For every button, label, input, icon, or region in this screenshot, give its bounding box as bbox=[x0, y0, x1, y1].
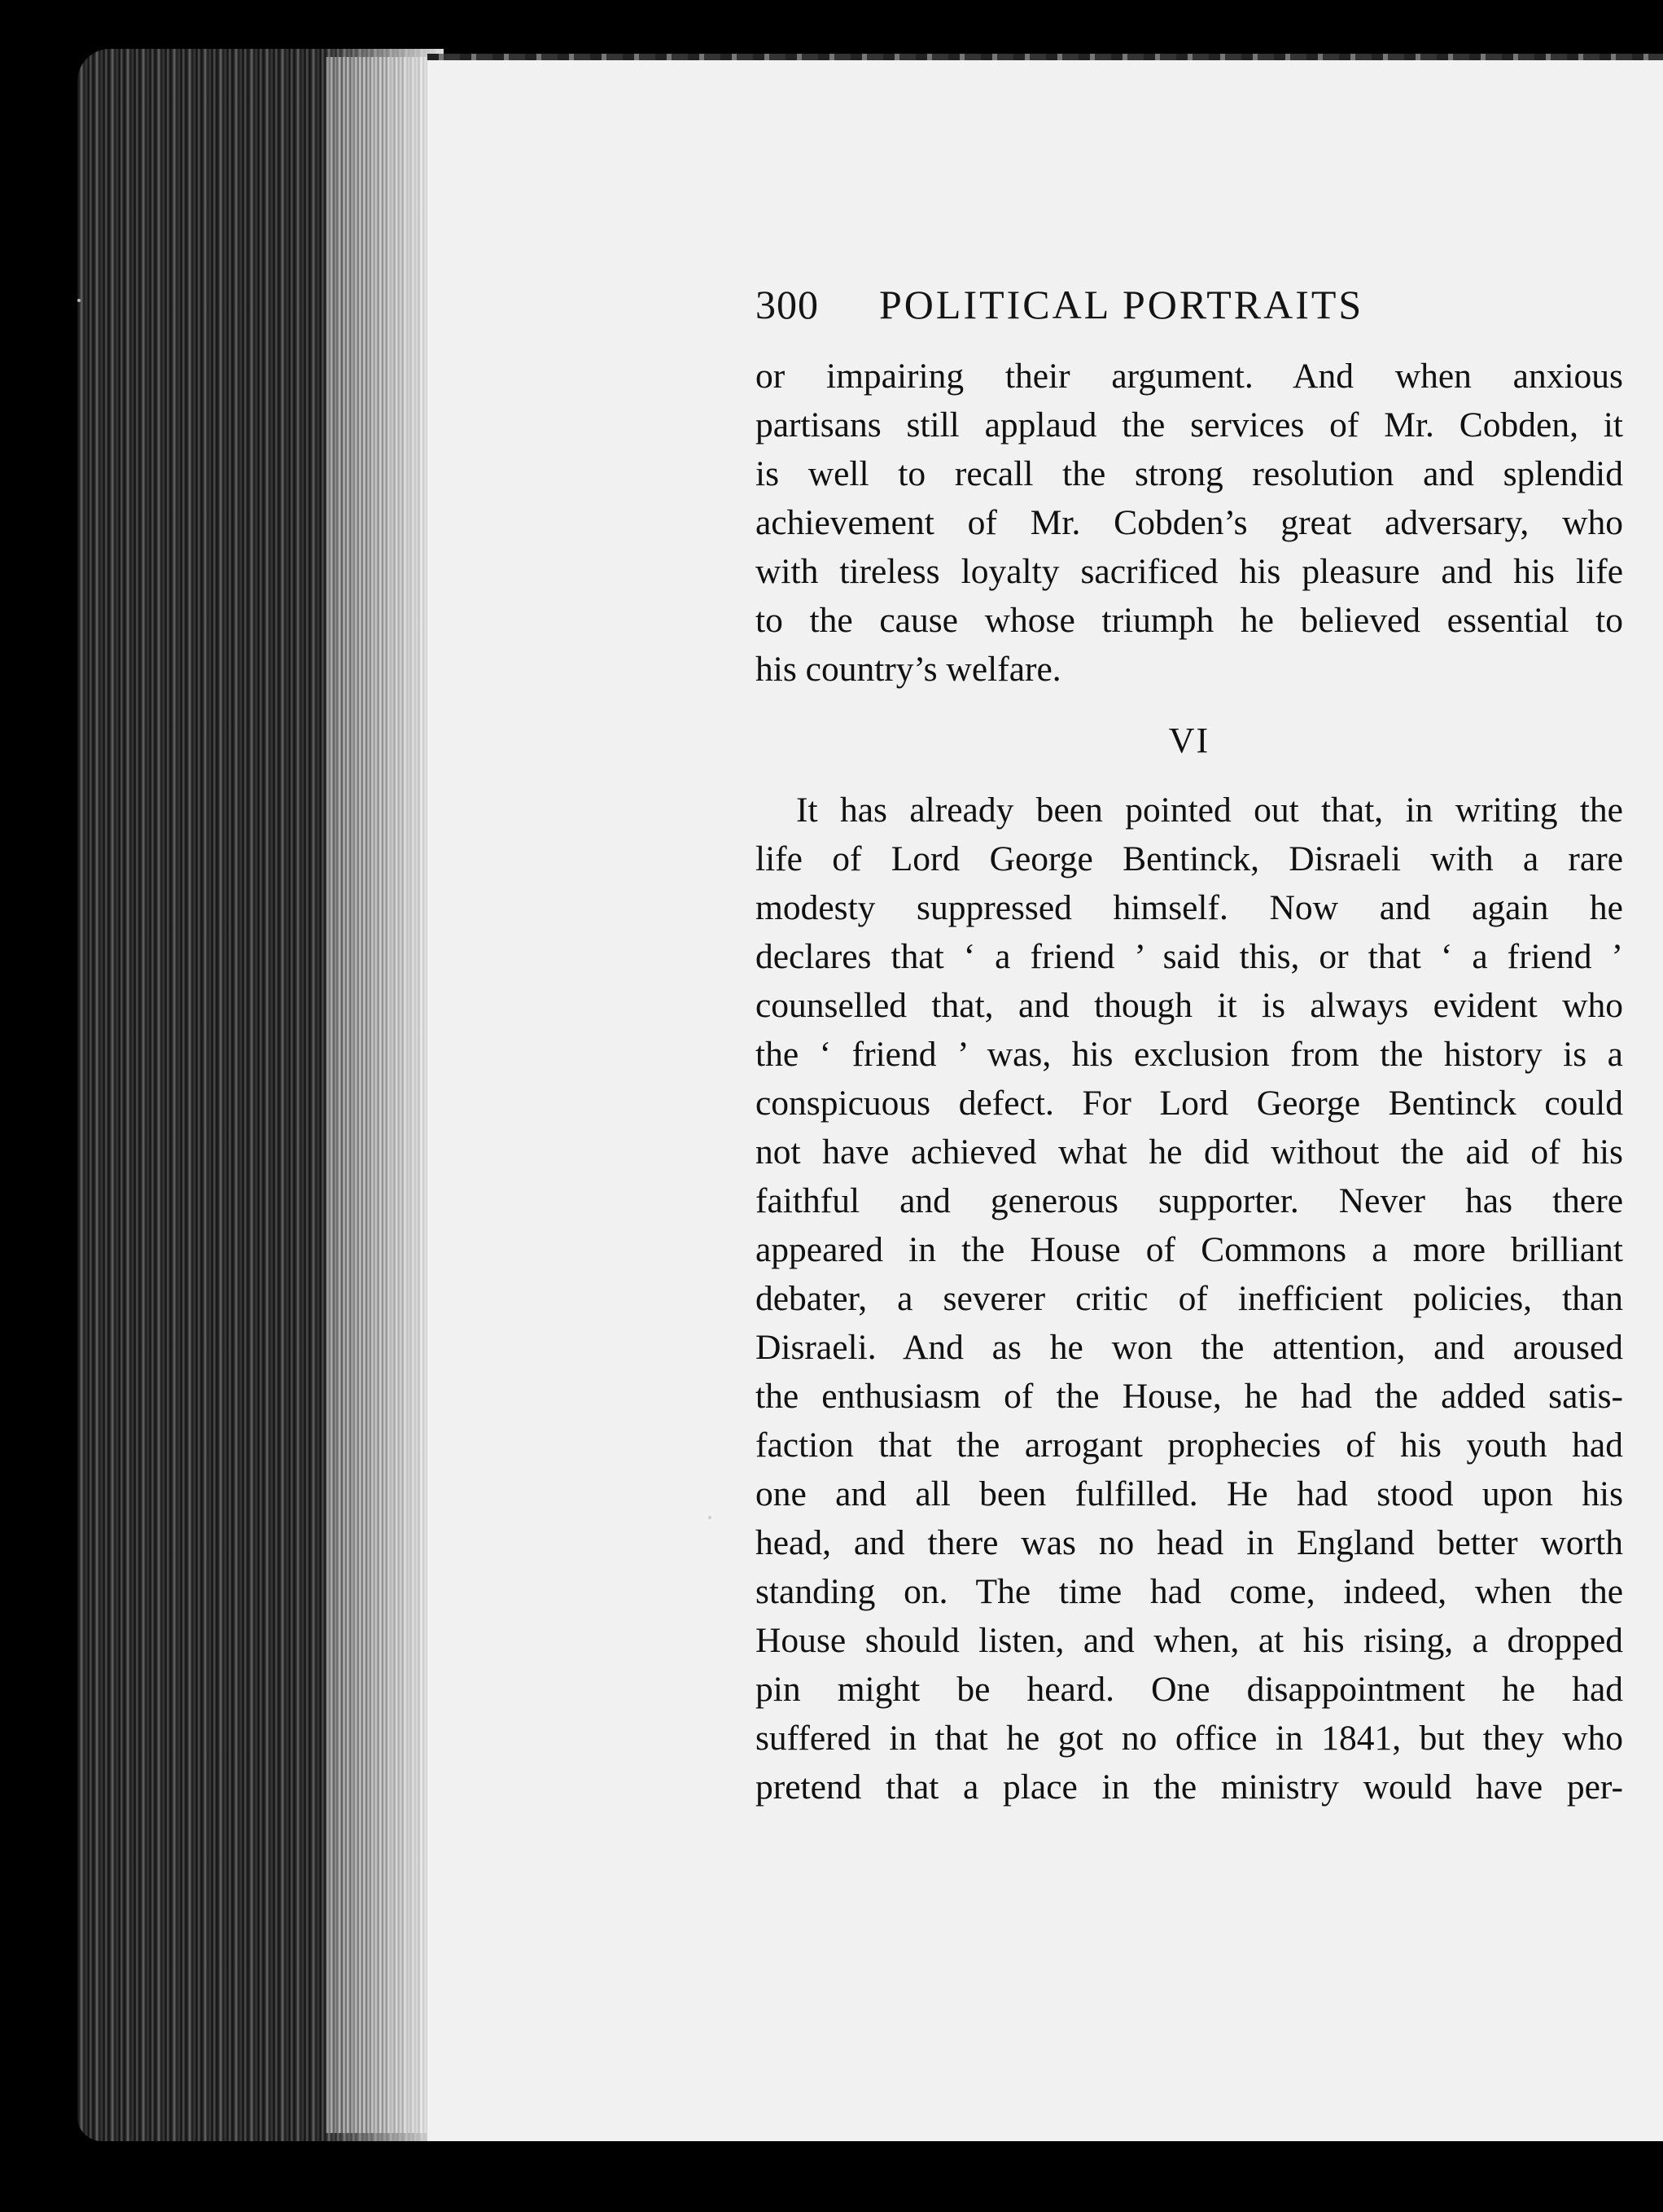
text-line: with tireless loyalty sacrificed his pleasure and his life bbox=[755, 552, 1623, 591]
text-line: suffered in that he got no office in 1841, but they who bbox=[755, 1719, 1623, 1758]
text-line: faithful and generous supporter. Never has there bbox=[755, 1181, 1623, 1220]
text-line: partisans still applaud the services of Mr. Cobden, it bbox=[755, 405, 1623, 445]
text-line: counselled that, and though it is always evident who bbox=[755, 986, 1623, 1025]
text-line: It has already been pointed out that, in writing the bbox=[796, 791, 1623, 830]
text-line: conspicuous defect. For Lord George Bentinck could bbox=[755, 1084, 1623, 1123]
text-line: the ‘ friend ’ was, his exclusion from the history is a bbox=[755, 1035, 1623, 1074]
paragraph-2 bbox=[755, 786, 1623, 1811]
text-line: to the cause whose triumph he believed essential to bbox=[755, 601, 1623, 640]
text-line: declares that ‘ a friend ’ said this, or that ‘ a friend ’ bbox=[755, 937, 1623, 976]
text-line: not have achieved what he did without the aid of his bbox=[755, 1132, 1623, 1172]
running-head bbox=[755, 281, 1626, 330]
running-title: POLITICAL PORTRAITS bbox=[879, 282, 1364, 327]
text-line: pretend that a place in the ministry would have per- bbox=[755, 1767, 1623, 1807]
text-line: is well to recall the strong resolution and splendid bbox=[755, 454, 1623, 493]
page-bottom-shadow bbox=[326, 2141, 1663, 2212]
text-line: or impairing their argument. And when anxious bbox=[755, 357, 1623, 396]
text-line: head, and there was no head in England better worth bbox=[755, 1523, 1623, 1562]
text-line: the enthusiasm of the House, he had the added satis- bbox=[755, 1377, 1623, 1416]
text-line: one and all been fulfilled. He had stood upon his bbox=[755, 1474, 1623, 1513]
paragraph-1 bbox=[755, 352, 1623, 694]
page-number: 300 bbox=[755, 282, 819, 327]
text-line: House should listen, and when, at his rising, a dropped bbox=[755, 1621, 1623, 1660]
page-edge-highlights bbox=[326, 57, 440, 2133]
section-heading: VI bbox=[1168, 721, 1210, 760]
text-line: debater, a severer critic of inefficient policies, than bbox=[755, 1279, 1623, 1318]
text-line: appeared in the House of Commons a more brilliant bbox=[755, 1230, 1623, 1269]
text-line: life of Lord George Bentinck, Disraeli with a rare bbox=[755, 839, 1623, 878]
dust-speck bbox=[708, 1516, 711, 1519]
text-line: his country’s welfare. bbox=[755, 650, 1061, 689]
text-line: pin might be heard. One disappointment he had bbox=[755, 1670, 1623, 1709]
text-line: achievement of Mr. Cobden’s great adversary, who bbox=[755, 503, 1623, 542]
text-line: modesty suppressed himself. Now and again he bbox=[755, 888, 1623, 927]
text-line: Disraeli. And as he won the attention, and aroused bbox=[755, 1328, 1623, 1367]
text-line: standing on. The time had come, indeed, when the bbox=[755, 1572, 1623, 1611]
page-top-edge bbox=[427, 54, 1663, 60]
dust-speck bbox=[77, 299, 81, 302]
text-line: faction that the arrogant prophecies of his youth had bbox=[755, 1426, 1623, 1465]
